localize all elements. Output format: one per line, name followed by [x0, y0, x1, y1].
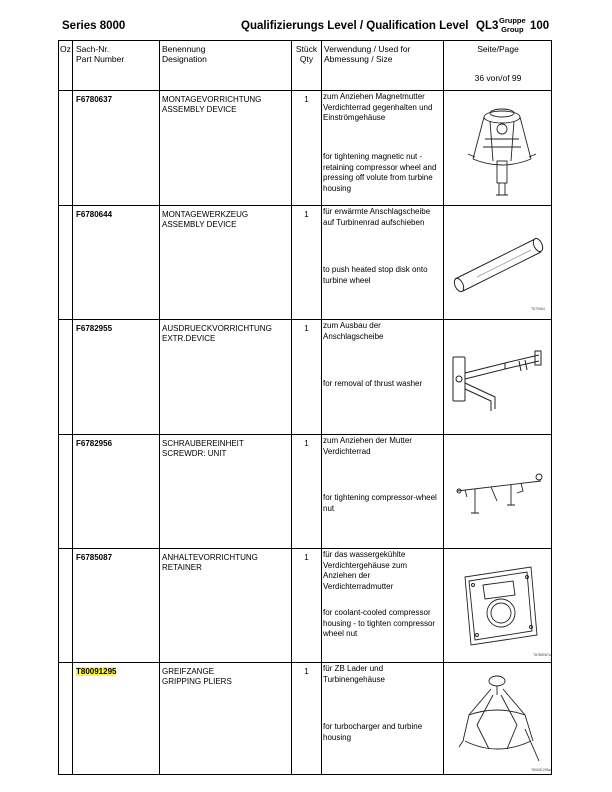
row-divider [59, 205, 551, 206]
designation [162, 667, 232, 687]
image-caption: T80091295a [531, 768, 551, 772]
image-caption: T6785087a [533, 653, 551, 657]
designation [162, 553, 258, 573]
quantity: 1 [304, 553, 309, 562]
usage-de: zum Anziehen der Mutter Verdichterrad [323, 436, 412, 456]
part-number: F6780637 [76, 95, 113, 104]
designation-de: AUSDRUECKVORRICHTUNG [162, 324, 272, 333]
col-divider [291, 41, 292, 774]
screwdriver-unit-illustration [451, 461, 547, 523]
image-caption: T670064 [531, 307, 545, 311]
usage-de: für erwärmte Anschlagscheibe auf Turbinenrad aufschieben [323, 207, 431, 227]
page-indicator: 36 von/of 99 [474, 73, 522, 83]
row-divider [59, 662, 551, 663]
usage-de: für das wassergekühlte Verdichtergehäuse zum Anziehen der Verdichterradmutter [323, 550, 408, 591]
retainer-plate-illustration [455, 561, 545, 651]
quantity: 1 [304, 667, 309, 676]
usage-en: for coolant-cooled compressor housing - to tighten compressor wheel nut [323, 608, 436, 639]
part-number: F6782955 [76, 324, 113, 333]
part-number: F6780644 [76, 210, 113, 219]
group-label [499, 16, 526, 34]
designation [162, 439, 244, 459]
col-divider [72, 41, 73, 774]
part-number: F6785087 [76, 553, 113, 562]
push-tube-illustration [447, 225, 547, 295]
col-header-use [324, 44, 410, 64]
col-header-part-en: Part Number [76, 54, 125, 64]
designation-en: GRIPPING PLIERS [162, 677, 232, 686]
col-header-designation [162, 44, 207, 64]
designation-de: MONTAGEWERKZEUG [162, 210, 249, 219]
designation [162, 324, 272, 344]
parts-table [58, 40, 552, 775]
part-number-highlighted: T80091295 [76, 667, 117, 676]
col-divider [443, 41, 444, 774]
col-header-use-de: Verwendung / Used for [324, 44, 411, 54]
qualification-level: QL3 [476, 20, 499, 32]
usage-en: for tightening magnetic nut - retaining compressor wheel and pressing off volute from turbine housing [323, 152, 437, 193]
col-header-oz: Oz [60, 44, 71, 54]
part-number: F6782956 [76, 439, 113, 448]
col-divider [321, 41, 322, 774]
designation-de: MONTAGEVORRICHTUNG [162, 95, 262, 104]
group-number: 100 [530, 20, 550, 32]
row-divider [59, 434, 551, 435]
designation-en: EXTR.DEVICE [162, 334, 216, 343]
usage-en: to push heated stop disk onto turbine wheel [323, 265, 428, 285]
group-label-de: Gruppe [499, 16, 526, 25]
designation-en: RETAINER [162, 563, 202, 572]
col-header-use-en: Abmessung / Size [324, 54, 393, 64]
designation-de: GREIFZANGE [162, 667, 215, 676]
usage-de: zum Ausbau der Anschlagscheibe [323, 321, 384, 341]
col-header-part [76, 44, 124, 64]
col-header-qty-en: Qty [299, 54, 314, 64]
designation-en: ASSEMBLY DEVICE [162, 220, 237, 229]
col-header-part-de: Sach-Nr. [76, 44, 110, 54]
designation-en: SCREWDR: UNIT [162, 449, 227, 458]
col-header-qty [292, 44, 321, 64]
quantity: 1 [304, 324, 309, 333]
designation-de: ANHALTEVORRICHTUNG [162, 553, 258, 562]
quantity: 1 [304, 95, 309, 104]
quantity: 1 [304, 439, 309, 448]
row-divider [59, 319, 551, 320]
usage-en: for turbocharger and turbine housing [323, 722, 423, 742]
qualification-title: Qualifizierungs Level / Qualification Level [241, 20, 469, 32]
designation [162, 95, 261, 115]
designation-de: SCHRAUBEREINHEIT [162, 439, 244, 448]
col-header-designation-en: Designation [162, 54, 207, 64]
assembly-device-illustration [463, 99, 541, 199]
designation [162, 210, 248, 230]
quantity: 1 [304, 210, 309, 219]
series-title: Series 8000 [62, 20, 126, 32]
row-divider [59, 548, 551, 549]
col-header-page: Seite/Page [477, 44, 519, 54]
usage-en: for tightening compressor-wheel nut [323, 493, 437, 513]
gripping-pliers-illustration [455, 669, 545, 765]
group-label-en: Group [501, 25, 524, 34]
usage-en: for removal of thrust washer [323, 379, 423, 388]
designation-en: ASSEMBLY DEVICE [162, 105, 237, 114]
part-number [76, 667, 116, 677]
col-divider [159, 41, 160, 774]
col-header-designation-de: Benennung [162, 44, 206, 54]
row-divider [59, 90, 551, 91]
col-header-qty-de: Stück [295, 44, 318, 54]
usage-de: zum Anziehen Magnetmutter Verdichterrad gegenhalten und Einströmgehäuse [323, 92, 433, 123]
extraction-device-illustration [447, 343, 547, 413]
usage-de: für ZB Lader und Turbinengehäuse [323, 664, 385, 684]
